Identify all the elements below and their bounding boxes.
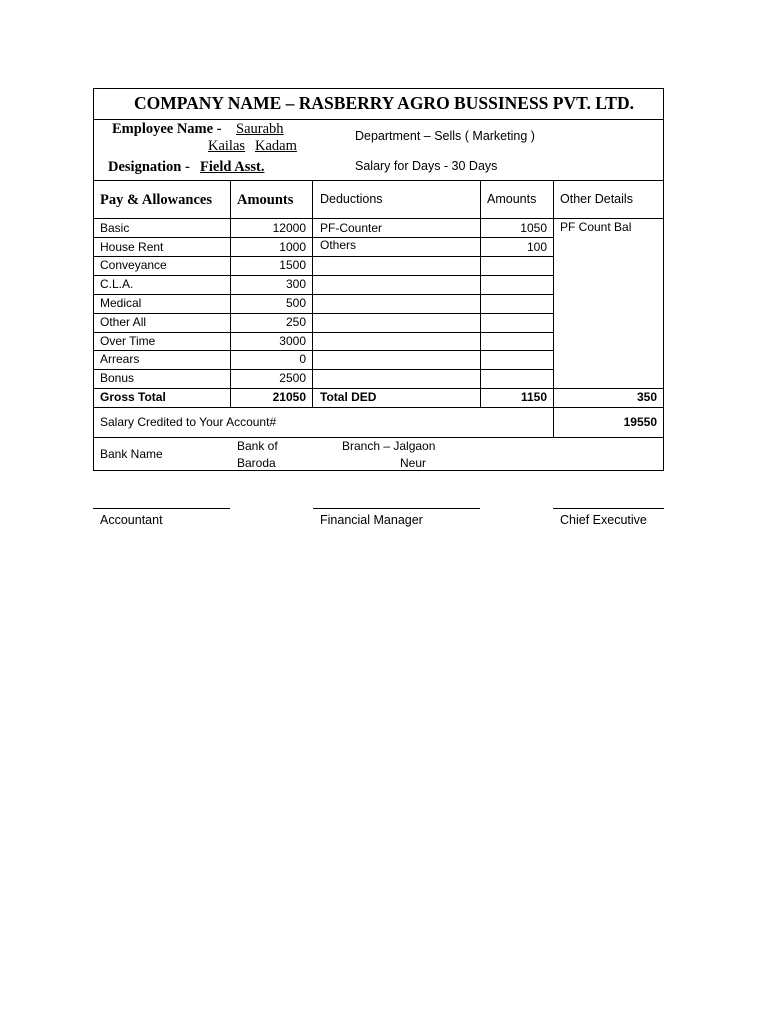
allowance-amount: 0 — [299, 352, 306, 366]
row-divider — [93, 388, 664, 389]
header-amounts: Amounts — [237, 192, 294, 208]
divider — [93, 407, 664, 408]
gross-total-label: Gross Total — [100, 390, 166, 404]
salary-slip-box — [93, 88, 664, 471]
row-divider — [93, 313, 553, 314]
allowance-label: Arrears — [100, 352, 140, 366]
designation-label: Designation - — [108, 159, 190, 175]
allowance-amount: 500 — [285, 296, 306, 310]
header-other-details: Other Details — [560, 192, 633, 206]
signature-line — [313, 508, 480, 509]
allowance-label: Other All — [100, 315, 147, 329]
total-ded-label: Total DED — [320, 390, 377, 404]
divider — [93, 119, 664, 120]
allowance-label: Medical — [100, 296, 142, 310]
salary-credited-value: 19550 — [623, 415, 657, 429]
header-deductions: Deductions — [320, 192, 383, 206]
salary-credited-label: Salary Credited to Your Account# — [100, 415, 277, 429]
allowance-label: Over Time — [100, 334, 156, 348]
department: Department – Sells ( Marketing ) — [355, 129, 535, 143]
allowance-label: C.L.A. — [100, 277, 134, 291]
divider — [93, 218, 664, 219]
column-divider — [312, 180, 313, 407]
branch-line2: Neur — [400, 456, 427, 470]
designation-value: Field Asst. — [200, 159, 265, 175]
allowance-amount: 12000 — [272, 221, 306, 235]
divider — [93, 180, 664, 181]
column-divider — [230, 180, 231, 407]
salary-days: Salary for Days - 30 Days — [355, 159, 498, 173]
employee-name-line2b: Kadam — [255, 138, 297, 154]
bank-name-label: Bank Name — [100, 447, 163, 461]
other-total-value: 350 — [636, 390, 657, 404]
row-divider — [93, 294, 553, 295]
signature-financial-manager: Financial Manager — [320, 513, 423, 527]
deduction-label: PF-Counter — [320, 221, 383, 235]
header-amounts: Amounts — [487, 192, 537, 206]
deduction-amount: 1050 — [520, 221, 547, 235]
bank-name-line1: Bank of — [237, 439, 278, 453]
row-divider — [93, 275, 553, 276]
allowance-amount: 1000 — [279, 240, 306, 254]
divider — [93, 437, 664, 438]
row-divider — [93, 369, 553, 370]
allowance-label: Basic — [100, 221, 130, 235]
allowance-amount: 1500 — [279, 258, 306, 272]
signature-line — [93, 508, 230, 509]
allowance-label: Conveyance — [100, 258, 167, 272]
row-divider — [93, 350, 553, 351]
signature-chief-executive: Chief Executive — [560, 513, 647, 527]
allowance-amount: 3000 — [279, 334, 306, 348]
employee-name-line2a: Kailas — [208, 138, 246, 154]
branch-line1: Branch – Jalgaon — [342, 439, 436, 453]
gross-total-value: 21050 — [272, 390, 306, 404]
allowance-amount: 250 — [285, 315, 306, 329]
allowance-label: House Rent — [100, 240, 164, 254]
company-title: COMPANY NAME – RASBERRY AGRO BUSSINESS PVT. LTD. — [134, 93, 634, 113]
column-divider — [553, 180, 554, 437]
allowance-label: Bonus — [100, 371, 135, 385]
column-divider — [480, 180, 481, 407]
deduction-label: Others — [320, 238, 357, 252]
employee-name-line1: Saurabh — [236, 121, 284, 137]
signature-accountant: Accountant — [100, 513, 163, 527]
other-details-value: PF Count Bal — [560, 220, 632, 234]
total-ded-value: 1150 — [520, 390, 547, 404]
row-divider — [93, 332, 553, 333]
allowance-amount: 2500 — [279, 371, 306, 385]
deduction-amount: 100 — [526, 240, 547, 254]
signature-line — [553, 508, 664, 509]
row-divider — [93, 256, 553, 257]
bank-name-line2: Baroda — [237, 456, 276, 470]
header-pay-allowances: Pay & Allowances — [100, 192, 212, 208]
allowance-amount: 300 — [285, 277, 306, 291]
employee-name-label: Employee Name - — [112, 121, 222, 137]
